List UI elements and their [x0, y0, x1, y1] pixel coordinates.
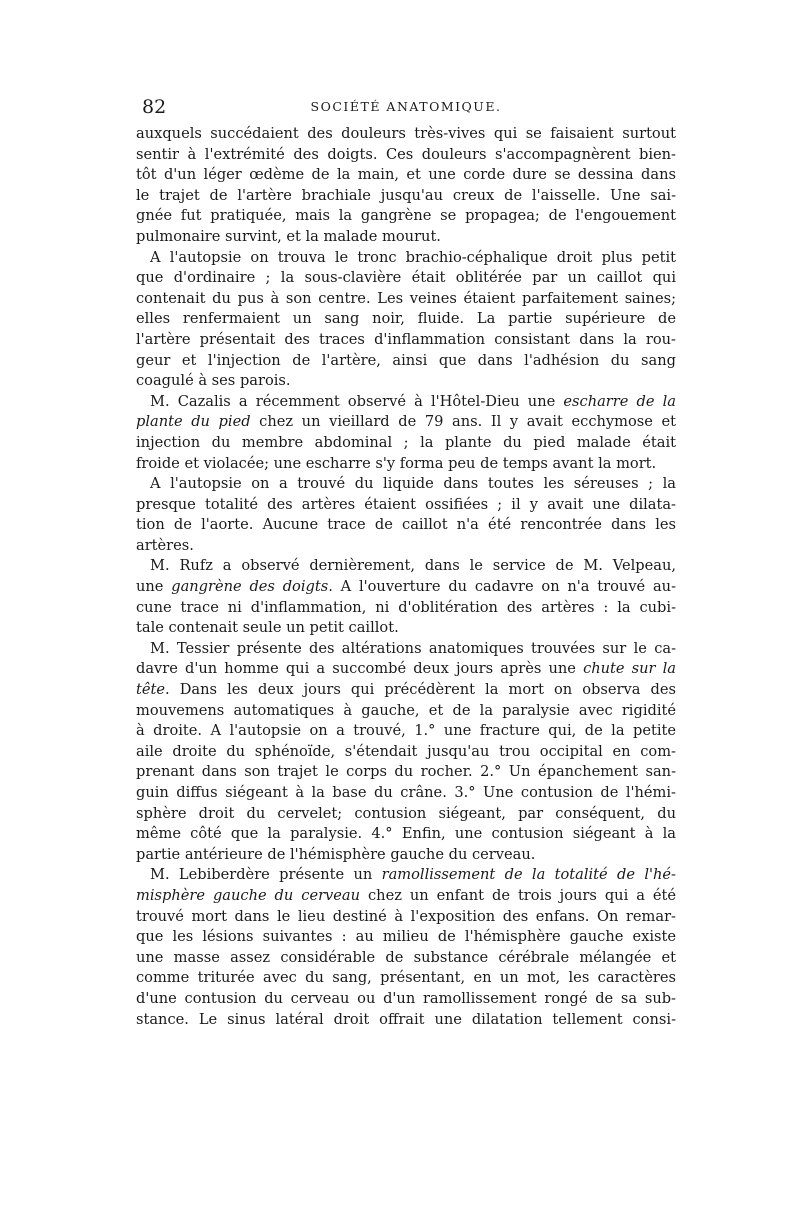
text-segment: sentir à l'extrémité des doigts. Ces douleurs s'accompagnèrent bien- [136, 145, 676, 163]
page-number: 82 [142, 96, 167, 118]
text-segment: le trajet de l'artère brachiale jusqu'au creux de l'aisselle. Une sai- [136, 186, 676, 204]
text-line [136, 268, 676, 289]
text-segment: froide et violacée; une escharre s'y forma peu de temps avant la mort. [136, 454, 657, 472]
text-line [136, 927, 676, 948]
text-line [136, 598, 676, 619]
text-line [136, 989, 676, 1010]
text-segment: que les lésions suivantes : au milieu de l'hémisphère gauche existe [136, 928, 676, 946]
text-line [136, 309, 676, 330]
text-line [136, 701, 676, 722]
text-segment: . A l'ouverture du cadavre on n'a trouvé au- [328, 578, 676, 596]
text-segment: partie antérieure de l'hémisphère gauche du cerveau. [136, 845, 536, 863]
text-line [136, 886, 676, 907]
text-segment: tôt d'un léger œdème de la main, et une corde dure se dessina dans [136, 166, 676, 184]
text-segment: chez un vieillard de 79 ans. Il y avait ecchymose et [250, 413, 676, 431]
text-line [136, 124, 676, 145]
text-line [136, 783, 676, 804]
text-segment: sphère droit du cervelet; contusion siégeant, par conséquent, du [136, 804, 676, 822]
text-segment: M. Rufz a observé dernièrement, dans le service de M. Velpeau, [150, 557, 676, 575]
text-segment: cune trace ni d'inflammation, ni d'oblitération des artères : la cubi- [136, 598, 676, 616]
text-segment: . Dans les deux jours qui précédèrent la mort on observa des [165, 681, 676, 699]
text-line [136, 845, 676, 866]
text-segment: pulmonaire survint, et la malade mourut. [136, 227, 441, 245]
text-segment: trouvé mort dans le lieu destiné à l'exposition des enfans. On remar- [136, 907, 676, 925]
text-line [136, 351, 676, 372]
text-line [136, 536, 676, 557]
text-line [136, 145, 676, 166]
text-line [136, 824, 676, 845]
text-segment: aile droite du sphénoïde, s'étendait jusqu'au trou occipital en com- [136, 742, 676, 760]
text-segment: coagulé à ses parois. [136, 372, 291, 390]
text-line [136, 206, 676, 227]
text-line [136, 289, 676, 310]
italic-text: misphère gauche du cerveau [136, 886, 361, 904]
text-line [136, 1010, 676, 1031]
text-line [136, 515, 676, 536]
text-segment: l'artère présentait des traces d'inflammation consistant dans la rou- [136, 330, 676, 348]
text-line [136, 618, 676, 639]
text-segment: à droite. A l'autopsie on a trouvé, 1.° une fracture qui, de la petite [136, 722, 676, 740]
text-segment: M. Lebiberdère présente un [150, 866, 382, 884]
text-segment: une [136, 578, 172, 596]
body-text [136, 124, 676, 1030]
text-segment: davre d'un homme qui a succombé deux jours après une [136, 660, 584, 678]
text-line [136, 865, 676, 886]
text-line [136, 762, 676, 783]
text-segment: comme triturée avec du sang, présentant, en un mot, les caractères [136, 969, 676, 987]
text-line [136, 659, 676, 680]
text-line [136, 907, 676, 928]
text-line [136, 804, 676, 825]
text-segment: une masse assez considérable de substance cérébrale mélangée et [136, 948, 676, 966]
text-line [136, 968, 676, 989]
text-line [136, 433, 676, 454]
running-header [136, 92, 676, 122]
text-line [136, 165, 676, 186]
text-line [136, 948, 676, 969]
text-segment: injection du membre abdominal ; la plante du pied malade était [136, 433, 676, 451]
italic-text: gangrène des doigts [171, 578, 329, 596]
text-line [136, 371, 676, 392]
book-page [136, 92, 676, 1030]
text-segment: geur et l'injection de l'artère, ainsi que dans l'adhésion du sang [136, 351, 676, 369]
text-segment: A l'autopsie on trouva le tronc brachio-céphalique droit plus petit [150, 248, 676, 266]
italic-text: chute sur la [583, 660, 676, 678]
text-line [136, 474, 676, 495]
text-segment: guin diffus siégeant à la base du crâne. 3.° Une contusion de l'hémi- [136, 784, 676, 801]
text-segment: M. Tessier présente des altérations anatomiques trouvées sur le ca- [150, 639, 676, 657]
text-line [136, 454, 676, 475]
text-line [136, 742, 676, 763]
text-segment: artères. [136, 536, 194, 554]
italic-text: plante du pied [136, 413, 251, 431]
text-segment: d'une contusion du cerveau ou d'un ramollissement rongé de sa sub- [136, 989, 676, 1007]
text-segment: stance. Le sinus latéral droit offrait une dilatation tellement consi- [136, 1010, 676, 1028]
text-line [136, 186, 676, 207]
text-line [136, 577, 676, 598]
text-line [136, 639, 676, 660]
text-line [136, 495, 676, 516]
text-segment: prenant dans son trajet le corps du rocher. 2.° Un épanchement san- [136, 763, 676, 781]
text-segment: A l'autopsie on a trouvé du liquide dans toutes les séreuses ; la [150, 475, 676, 493]
text-line [136, 330, 676, 351]
text-line [136, 680, 676, 701]
text-segment: même côté que la paralysie. 4.° Enfin, une contusion siégeant à la [136, 825, 676, 843]
text-segment: auxquels succédaient des douleurs très-vives qui se faisaient surtout [136, 125, 676, 142]
text-segment: que d'ordinaire ; la sous-clavière était oblitérée par un caillot qui [136, 269, 676, 287]
text-segment: presque totalité des artères étaient ossifiées ; il y avait une dilata- [136, 495, 676, 513]
text-line [136, 412, 676, 433]
text-segment: tale contenait seule un petit caillot. [136, 619, 399, 637]
text-line [136, 227, 676, 248]
text-line [136, 556, 676, 577]
text-segment: contenait du pus à son centre. Les veines étaient parfaitement saines; [136, 289, 676, 307]
italic-text: ramollissement de la totalité de l'hé- [381, 866, 676, 884]
running-title: SOCIÉTÉ ANATOMIQUE. [310, 99, 502, 114]
text-segment: gnée fut pratiquée, mais la gangrène se propagea; de l'engouement [136, 207, 676, 225]
italic-text: tête [136, 681, 166, 699]
text-line [136, 392, 676, 413]
text-segment: M. Cazalis a récemment observé à l'Hôtel-Dieu une [150, 392, 564, 410]
text-line [136, 248, 676, 269]
text-segment: chez un enfant de trois jours qui a été [360, 886, 676, 904]
text-segment: elles renfermaient un sang noir, fluide. La partie supérieure de [136, 310, 676, 328]
text-segment: tion de l'aorte. Aucune trace de caillot n'a été rencontrée dans les [136, 516, 676, 534]
text-segment: mouvemens automatiques à gauche, et de la paralysie avec rigidité [136, 701, 676, 719]
text-line [136, 721, 676, 742]
italic-text: escharre de la [563, 392, 676, 410]
